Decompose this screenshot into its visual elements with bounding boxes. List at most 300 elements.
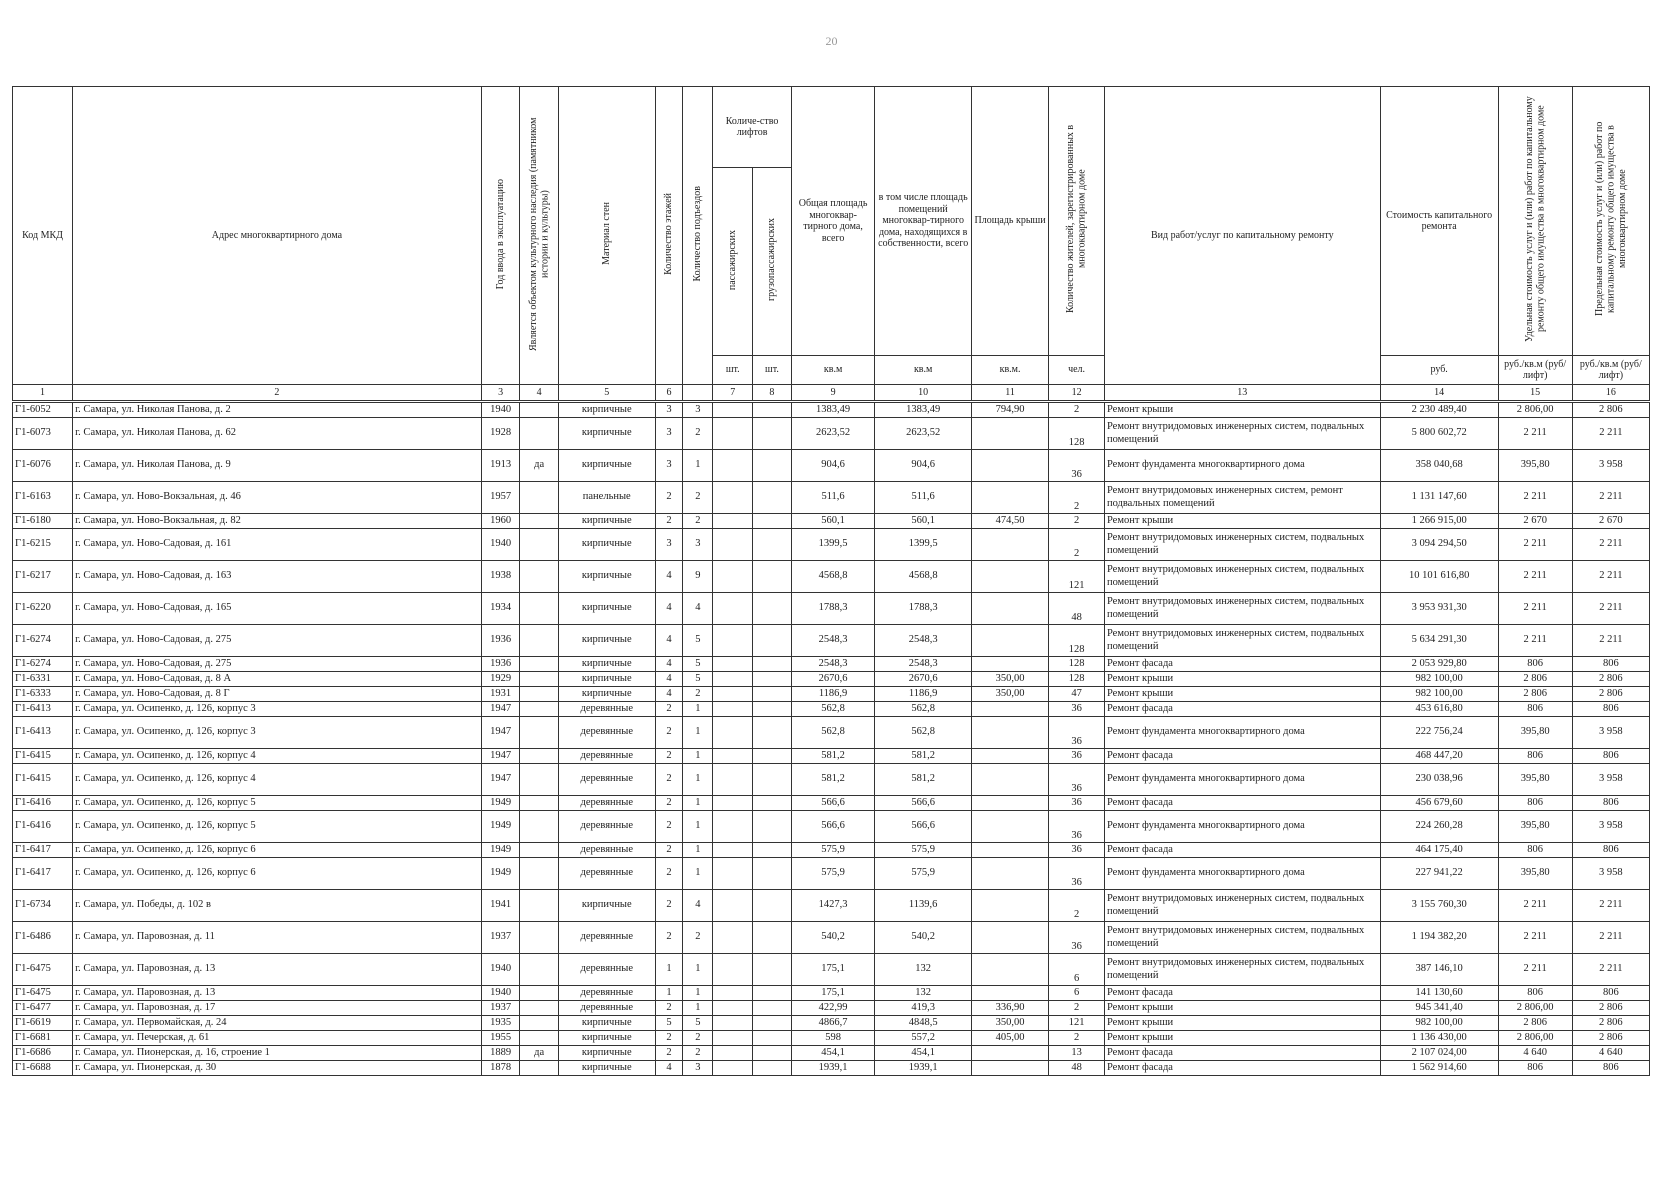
cell-passenger-lifts: [713, 702, 753, 717]
cell-heritage: [520, 796, 559, 811]
cell-address: г. Самара, ул. Осипенко, д. 126, корпус 4: [73, 764, 482, 796]
cell-heritage: [520, 1061, 559, 1076]
cell-owned-area: 4848,5: [875, 1016, 972, 1031]
cell-year: 1940: [481, 986, 520, 1001]
cell-cargo-lifts: [753, 858, 792, 890]
cell-year: 1949: [481, 796, 520, 811]
cell-work-type: Ремонт внутридомовых инженерных систем, ремонт подвальных помещений: [1104, 482, 1380, 514]
cell-limit-cost: 806: [1572, 702, 1649, 717]
cell-code: Г1-6417: [13, 843, 73, 858]
cell-floors: 4: [655, 593, 683, 625]
cell-material: кирпичные: [558, 418, 655, 450]
cell-unit-cost: 2 211: [1498, 593, 1572, 625]
column-number: 6: [655, 385, 683, 402]
cell-owned-area: 511,6: [875, 482, 972, 514]
cell-limit-cost: 806: [1572, 843, 1649, 858]
cell-material: кирпичные: [558, 687, 655, 702]
cell-passenger-lifts: [713, 796, 753, 811]
cell-passenger-lifts: [713, 1046, 753, 1061]
cell-residents: 2: [1049, 514, 1105, 529]
cell-year: 1947: [481, 764, 520, 796]
cell-roof-area: [971, 450, 1048, 482]
cell-material: деревянные: [558, 1001, 655, 1016]
cell-work-type: Ремонт фасада: [1104, 657, 1380, 672]
cell-address: г. Самара, ул. Паровозная, д. 13: [73, 986, 482, 1001]
cell-year: 1940: [481, 954, 520, 986]
cell-address: г. Самара, ул. Паровозная, д. 17: [73, 1001, 482, 1016]
table-row: [13, 687, 1650, 702]
unit-c8: шт.: [753, 356, 792, 385]
cell-roof-area: [971, 657, 1048, 672]
cell-year: 1940: [481, 402, 520, 418]
header-entrances: Количество подъездов: [683, 87, 713, 385]
table-row: [13, 954, 1650, 986]
cell-code: Г1-6417: [13, 858, 73, 890]
cell-heritage: [520, 529, 559, 561]
cell-year: 1936: [481, 657, 520, 672]
cell-roof-area: [971, 702, 1048, 717]
cell-cargo-lifts: [753, 687, 792, 702]
cell-heritage: [520, 593, 559, 625]
cell-entrances: 2: [683, 514, 713, 529]
table-row: [13, 514, 1650, 529]
cell-cargo-lifts: [753, 986, 792, 1001]
cell-owned-area: 1939,1: [875, 1061, 972, 1076]
cell-roof-area: [971, 922, 1048, 954]
cell-cargo-lifts: [753, 890, 792, 922]
header-roof-area: Площадь крыши: [971, 87, 1048, 356]
cell-heritage: [520, 657, 559, 672]
cell-material: кирпичные: [558, 593, 655, 625]
cell-material: панельные: [558, 482, 655, 514]
cell-owned-area: 575,9: [875, 843, 972, 858]
cell-entrances: 2: [683, 1031, 713, 1046]
cell-owned-area: 581,2: [875, 749, 972, 764]
cell-cost: 358 040,68: [1380, 450, 1498, 482]
column-number: 15: [1498, 385, 1572, 402]
cell-roof-area: 336,90: [971, 1001, 1048, 1016]
cell-roof-area: 350,00: [971, 687, 1048, 702]
cell-passenger-lifts: [713, 1061, 753, 1076]
cell-floors: 3: [655, 402, 683, 418]
table-header: [13, 87, 1650, 402]
cell-heritage: [520, 843, 559, 858]
cell-roof-area: [971, 986, 1048, 1001]
cell-unit-cost: 4 640: [1498, 1046, 1572, 1061]
cell-address: г. Самара, ул. Николая Панова, д. 62: [73, 418, 482, 450]
cell-residents: 36: [1049, 843, 1105, 858]
cell-limit-cost: 806: [1572, 1061, 1649, 1076]
cell-address: г. Самара, ул. Ново-Вокзальная, д. 46: [73, 482, 482, 514]
cell-total-area: 175,1: [791, 986, 875, 1001]
cell-code: Г1-6052: [13, 402, 73, 418]
cell-entrances: 2: [683, 687, 713, 702]
cell-entrances: 5: [683, 657, 713, 672]
cell-cost: 468 447,20: [1380, 749, 1498, 764]
cell-total-area: 562,8: [791, 702, 875, 717]
cell-owned-area: 560,1: [875, 514, 972, 529]
cell-cargo-lifts: [753, 529, 792, 561]
cell-entrances: 3: [683, 402, 713, 418]
cell-address: г. Самара, ул. Победы, д. 102 в: [73, 890, 482, 922]
cell-work-type: Ремонт крыши: [1104, 687, 1380, 702]
cell-code: Г1-6215: [13, 529, 73, 561]
cell-address: г. Самара, ул. Николая Панова, д. 9: [73, 450, 482, 482]
cell-roof-area: [971, 561, 1048, 593]
cell-year: 1957: [481, 482, 520, 514]
cell-entrances: 1: [683, 843, 713, 858]
cell-total-area: 1383,49: [791, 402, 875, 418]
cell-work-type: Ремонт внутридомовых инженерных систем, подвальных помещений: [1104, 954, 1380, 986]
cell-total-area: 4568,8: [791, 561, 875, 593]
cell-material: кирпичные: [558, 657, 655, 672]
cell-passenger-lifts: [713, 482, 753, 514]
cell-entrances: 1: [683, 702, 713, 717]
cell-owned-area: 2548,3: [875, 625, 972, 657]
column-number: [683, 385, 713, 402]
cell-work-type: Ремонт крыши: [1104, 402, 1380, 418]
cell-roof-area: 474,50: [971, 514, 1048, 529]
cell-address: г. Самара, ул. Пионерская, д. 16, строение 1: [73, 1046, 482, 1061]
cell-cargo-lifts: [753, 1061, 792, 1076]
cell-entrances: 2: [683, 922, 713, 954]
cell-residents: 6: [1049, 954, 1105, 986]
cell-work-type: Ремонт фундамента многоквартирного дома: [1104, 717, 1380, 749]
cell-floors: 4: [655, 1061, 683, 1076]
cell-owned-area: 1383,49: [875, 402, 972, 418]
cell-roof-area: 350,00: [971, 672, 1048, 687]
cell-address: г. Самара, ул. Паровозная, д. 13: [73, 954, 482, 986]
cell-residents: 6: [1049, 986, 1105, 1001]
cell-work-type: Ремонт фундамента многоквартирного дома: [1104, 811, 1380, 843]
unit-c7: шт.: [713, 356, 753, 385]
cell-code: Г1-6477: [13, 1001, 73, 1016]
cell-limit-cost: 2 211: [1572, 482, 1649, 514]
cell-limit-cost: 2 211: [1572, 561, 1649, 593]
cell-cargo-lifts: [753, 843, 792, 858]
cell-cargo-lifts: [753, 796, 792, 811]
cell-passenger-lifts: [713, 418, 753, 450]
cell-material: кирпичные: [558, 1046, 655, 1061]
cell-material: кирпичные: [558, 1016, 655, 1031]
cell-owned-area: 132: [875, 954, 972, 986]
cell-owned-area: 1399,5: [875, 529, 972, 561]
cell-total-area: 566,6: [791, 811, 875, 843]
cell-roof-area: 405,00: [971, 1031, 1048, 1046]
column-number: 10: [875, 385, 972, 402]
cell-roof-area: [971, 1061, 1048, 1076]
cell-unit-cost: 395,80: [1498, 764, 1572, 796]
cell-limit-cost: 2 211: [1572, 625, 1649, 657]
cell-roof-area: [971, 717, 1048, 749]
cell-cargo-lifts: [753, 561, 792, 593]
cell-total-area: 1788,3: [791, 593, 875, 625]
cell-roof-area: [971, 858, 1048, 890]
cell-year: 1936: [481, 625, 520, 657]
cell-passenger-lifts: [713, 749, 753, 764]
cell-cost: 224 260,28: [1380, 811, 1498, 843]
cell-code: Г1-6688: [13, 1061, 73, 1076]
cell-year: 1947: [481, 749, 520, 764]
cell-year: 1928: [481, 418, 520, 450]
cell-residents: 2: [1049, 529, 1105, 561]
cell-cost: 387 146,10: [1380, 954, 1498, 986]
cell-total-area: 581,2: [791, 749, 875, 764]
cell-passenger-lifts: [713, 529, 753, 561]
cell-residents: 36: [1049, 764, 1105, 796]
cell-code: Г1-6220: [13, 593, 73, 625]
cell-address: г. Самара, ул. Пионерская, д. 30: [73, 1061, 482, 1076]
column-number: 12: [1049, 385, 1105, 402]
table-row: [13, 529, 1650, 561]
column-number: 2: [73, 385, 482, 402]
cell-entrances: 1: [683, 717, 713, 749]
cell-address: г. Самара, ул. Николая Панова, д. 2: [73, 402, 482, 418]
cell-total-area: 581,2: [791, 764, 875, 796]
cell-residents: 36: [1049, 922, 1105, 954]
cell-unit-cost: 2 211: [1498, 625, 1572, 657]
cell-entrances: 4: [683, 593, 713, 625]
table-row: [13, 922, 1650, 954]
cell-address: г. Самара, ул. Паровозная, д. 11: [73, 922, 482, 954]
cell-address: г. Самара, ул. Ново-Садовая, д. 8 Г: [73, 687, 482, 702]
cell-entrances: 1: [683, 450, 713, 482]
cell-residents: 13: [1049, 1046, 1105, 1061]
table-row: [13, 672, 1650, 687]
table-row: [13, 1031, 1650, 1046]
cell-entrances: 1: [683, 954, 713, 986]
cell-limit-cost: 2 806: [1572, 687, 1649, 702]
cell-limit-cost: 806: [1572, 796, 1649, 811]
cell-passenger-lifts: [713, 1016, 753, 1031]
header-code: Код МКД: [13, 87, 73, 385]
cell-floors: 1: [655, 986, 683, 1001]
header-unit-cost: Удельная стоимость услуг и (или) работ по капитальному ремонту общего имущества в многоквартирном доме: [1498, 87, 1572, 356]
cell-address: г. Самара, ул. Ново-Садовая, д. 165: [73, 593, 482, 625]
cell-passenger-lifts: [713, 954, 753, 986]
cell-unit-cost: 806: [1498, 749, 1572, 764]
header-work-type: Вид работ/услуг по капитальному ремонту: [1104, 87, 1380, 385]
cell-owned-area: 419,3: [875, 1001, 972, 1016]
table-body: [13, 402, 1650, 1076]
cell-total-area: 575,9: [791, 843, 875, 858]
cell-entrances: 5: [683, 1016, 713, 1031]
cell-code: Г1-6619: [13, 1016, 73, 1031]
cell-floors: 4: [655, 657, 683, 672]
cell-total-area: 454,1: [791, 1046, 875, 1061]
cell-code: Г1-6274: [13, 625, 73, 657]
cell-code: Г1-6413: [13, 717, 73, 749]
cell-limit-cost: 2 211: [1572, 418, 1649, 450]
cell-year: 1949: [481, 843, 520, 858]
cell-entrances: 5: [683, 672, 713, 687]
table-row: [13, 1016, 1650, 1031]
column-number: 3: [481, 385, 520, 402]
cell-total-area: 2623,52: [791, 418, 875, 450]
cell-residents: 128: [1049, 418, 1105, 450]
cell-total-area: 566,6: [791, 796, 875, 811]
cell-cargo-lifts: [753, 922, 792, 954]
header-floors: Количество этажей: [655, 87, 683, 385]
cell-passenger-lifts: [713, 890, 753, 922]
cell-total-area: 511,6: [791, 482, 875, 514]
cell-unit-cost: 2 806,00: [1498, 1001, 1572, 1016]
cell-floors: 2: [655, 749, 683, 764]
cell-limit-cost: 2 806: [1572, 402, 1649, 418]
cell-code: Г1-6331: [13, 672, 73, 687]
cell-roof-area: [971, 749, 1048, 764]
cell-cost: 3 155 760,30: [1380, 890, 1498, 922]
cell-residents: 48: [1049, 593, 1105, 625]
unit-c14: руб.: [1380, 356, 1498, 385]
cell-heritage: да: [520, 450, 559, 482]
cell-work-type: Ремонт фундамента многоквартирного дома: [1104, 450, 1380, 482]
cell-roof-area: [971, 811, 1048, 843]
cell-floors: 4: [655, 625, 683, 657]
table-row: [13, 657, 1650, 672]
column-number: 1: [13, 385, 73, 402]
table-row: [13, 717, 1650, 749]
cell-unit-cost: 395,80: [1498, 811, 1572, 843]
cell-heritage: [520, 749, 559, 764]
unit-c12: чел.: [1049, 356, 1105, 385]
header-total-area: Общая площадь многоквар-тирного дома, всего: [791, 87, 875, 356]
cell-unit-cost: 806: [1498, 986, 1572, 1001]
cell-cargo-lifts: [753, 402, 792, 418]
cell-owned-area: 1186,9: [875, 687, 972, 702]
cell-cost: 982 100,00: [1380, 672, 1498, 687]
cell-cost: 222 756,24: [1380, 717, 1498, 749]
cell-work-type: Ремонт фасада: [1104, 1061, 1380, 1076]
cell-material: деревянные: [558, 843, 655, 858]
cell-work-type: Ремонт внутридомовых инженерных систем, подвальных помещений: [1104, 922, 1380, 954]
cell-unit-cost: 2 211: [1498, 482, 1572, 514]
table-row: [13, 593, 1650, 625]
cell-heritage: [520, 402, 559, 418]
cell-floors: 2: [655, 764, 683, 796]
cell-limit-cost: 2 806: [1572, 1016, 1649, 1031]
cell-roof-area: [971, 764, 1048, 796]
unit-c11: кв.м.: [971, 356, 1048, 385]
table-row: [13, 796, 1650, 811]
cell-unit-cost: 2 211: [1498, 418, 1572, 450]
cell-passenger-lifts: [713, 843, 753, 858]
cell-cost: 456 679,60: [1380, 796, 1498, 811]
cell-owned-area: 1139,6: [875, 890, 972, 922]
table-row: [13, 482, 1650, 514]
cell-year: 1960: [481, 514, 520, 529]
cell-residents: 36: [1049, 749, 1105, 764]
column-number: 8: [753, 385, 792, 402]
cell-material: кирпичные: [558, 672, 655, 687]
cell-year: 1889: [481, 1046, 520, 1061]
cell-code: Г1-6180: [13, 514, 73, 529]
column-number: 14: [1380, 385, 1498, 402]
cell-roof-area: [971, 890, 1048, 922]
table-row: [13, 890, 1650, 922]
cell-cost: 1 194 382,20: [1380, 922, 1498, 954]
cell-unit-cost: 2 211: [1498, 529, 1572, 561]
cell-owned-area: 557,2: [875, 1031, 972, 1046]
table-row: [13, 418, 1650, 450]
cell-code: Г1-6415: [13, 764, 73, 796]
cell-cargo-lifts: [753, 657, 792, 672]
cell-owned-area: 562,8: [875, 717, 972, 749]
cell-heritage: [520, 890, 559, 922]
cell-heritage: [520, 1031, 559, 1046]
cell-material: кирпичные: [558, 529, 655, 561]
table-row: [13, 402, 1650, 418]
cell-material: кирпичные: [558, 890, 655, 922]
cell-work-type: Ремонт крыши: [1104, 1031, 1380, 1046]
cell-cost: 227 941,22: [1380, 858, 1498, 890]
cell-total-area: 560,1: [791, 514, 875, 529]
cell-year: 1949: [481, 858, 520, 890]
header-lifts: Количе-ство лифтов: [713, 87, 791, 168]
cell-residents: 121: [1049, 1016, 1105, 1031]
cell-passenger-lifts: [713, 717, 753, 749]
cell-passenger-lifts: [713, 450, 753, 482]
cell-residents: 128: [1049, 657, 1105, 672]
cell-floors: 2: [655, 1031, 683, 1046]
header-limit-cost: Предельная стоимость услуг и (или) работ по капитальному ремонту общего имущества в многоквартирном доме: [1572, 87, 1649, 356]
cell-code: Г1-6163: [13, 482, 73, 514]
cell-year: 1935: [481, 1016, 520, 1031]
cell-owned-area: 540,2: [875, 922, 972, 954]
cell-code: Г1-6734: [13, 890, 73, 922]
header-cost: Стоимость капитального ремонта: [1380, 87, 1498, 356]
cell-floors: 2: [655, 922, 683, 954]
cell-roof-area: 794,90: [971, 402, 1048, 418]
cell-cargo-lifts: [753, 1046, 792, 1061]
cell-unit-cost: 2 806: [1498, 687, 1572, 702]
cell-passenger-lifts: [713, 687, 753, 702]
cell-limit-cost: 2 211: [1572, 922, 1649, 954]
cell-roof-area: [971, 843, 1048, 858]
table-row: [13, 625, 1650, 657]
cell-entrances: 1: [683, 796, 713, 811]
cell-code: Г1-6076: [13, 450, 73, 482]
cell-cargo-lifts: [753, 450, 792, 482]
cell-material: кирпичные: [558, 402, 655, 418]
column-number: 5: [558, 385, 655, 402]
cell-heritage: [520, 986, 559, 1001]
table-row: [13, 561, 1650, 593]
cell-floors: 4: [655, 672, 683, 687]
cell-year: 1941: [481, 890, 520, 922]
cell-floors: 2: [655, 858, 683, 890]
cell-unit-cost: 806: [1498, 702, 1572, 717]
cell-roof-area: [971, 593, 1048, 625]
cell-residents: 36: [1049, 702, 1105, 717]
cell-total-area: 175,1: [791, 954, 875, 986]
cell-cargo-lifts: [753, 672, 792, 687]
cell-owned-area: 566,6: [875, 796, 972, 811]
cell-heritage: [520, 1001, 559, 1016]
column-number: 9: [791, 385, 875, 402]
cell-code: Г1-6415: [13, 749, 73, 764]
header-year: Год ввода в эксплуатацию: [481, 87, 520, 385]
cell-material: кирпичные: [558, 625, 655, 657]
cell-roof-area: [971, 625, 1048, 657]
cell-residents: 36: [1049, 450, 1105, 482]
cell-year: 1940: [481, 529, 520, 561]
cell-total-area: 2548,3: [791, 657, 875, 672]
cell-passenger-lifts: [713, 858, 753, 890]
cell-address: г. Самара, ул. Ново-Вокзальная, д. 82: [73, 514, 482, 529]
cell-limit-cost: 806: [1572, 657, 1649, 672]
cell-cargo-lifts: [753, 1001, 792, 1016]
